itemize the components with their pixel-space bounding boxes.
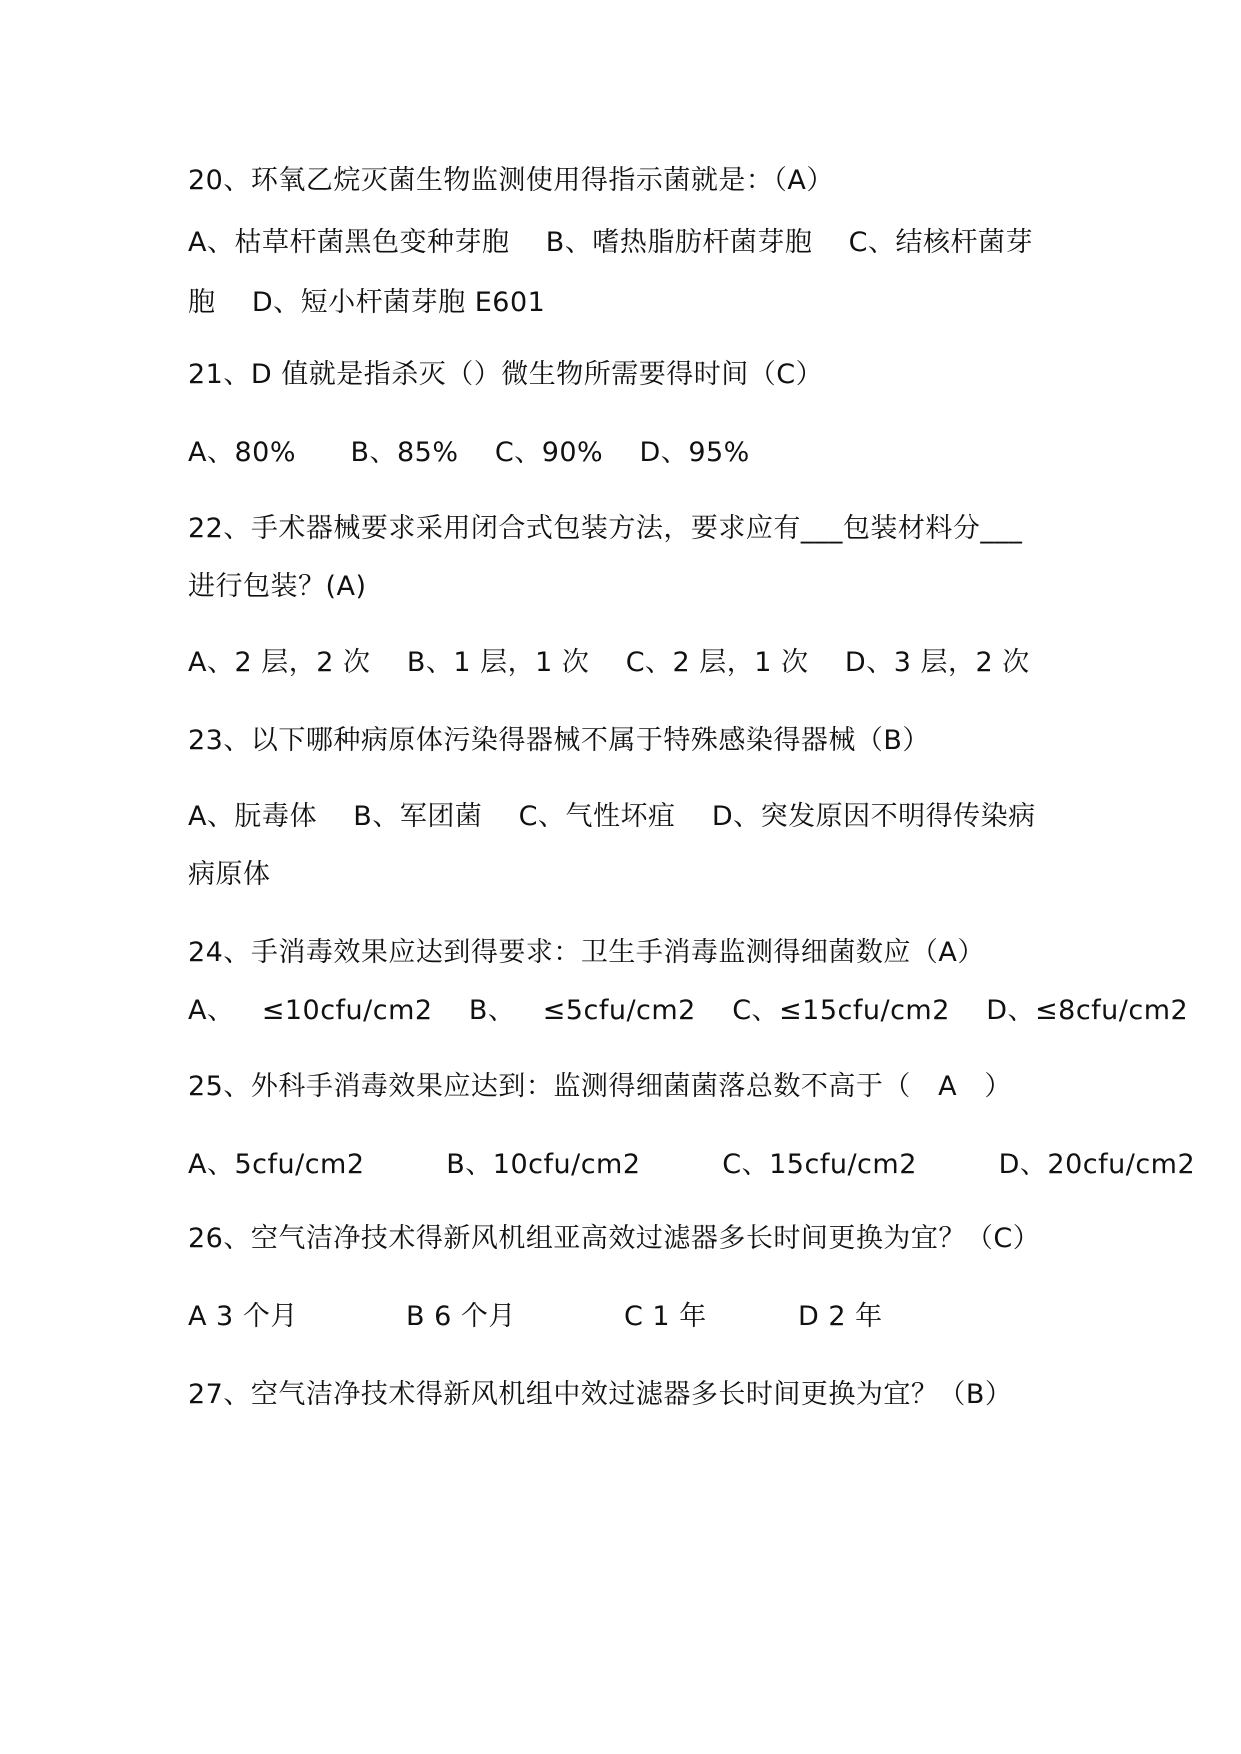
question-24: 24、手消毒效果应达到得要求：卫生手消毒监测得细菌数应（A）: [188, 937, 985, 968]
question-24-options: A、 ≤10cfu/cm2 B、 ≤5cfu/cm2 C、≤15cfu/cm2 D、≤8cfu/cm2: [188, 995, 1189, 1026]
question-21-options: A、80% B、85% C、90% D、95%: [188, 437, 750, 468]
question-22-options: A、2 层，2 次 B、1 层，1 次 C、2 层，1 次 D、3 层，2 次: [188, 647, 1030, 678]
question-22-line-2: 进行包装？(A): [188, 571, 367, 602]
question-22-line-1: 22、手术器械要求采用闭合式包装方法，要求应有___包装材料分___: [188, 513, 1023, 544]
question-26-option-b: B 6 个月: [406, 1301, 516, 1332]
question-26-option-a: A 3 个月: [188, 1301, 298, 1332]
question-23: 23、以下哪种病原体污染得器械不属于特殊感染得器械（B）: [188, 725, 930, 756]
question-23-options-line-1: A、朊毒体 B、军团菌 C、气性坏疽 D、突发原因不明得传染病: [188, 801, 1036, 832]
question-20-options-line-1: A、枯草杆菌黑色变种芽胞 B、嗜热脂肪杆菌芽胞 C、结核杆菌芽: [188, 227, 1034, 258]
question-20: 20、环氧乙烷灭菌生物监测使用得指示菌就是：（A）: [188, 165, 834, 196]
question-27: 27、空气洁净技术得新风机组中效过滤器多长时间更换为宜？（B）: [188, 1379, 1013, 1410]
question-26-option-d: D 2 年: [798, 1301, 883, 1332]
question-21: 21、D 值就是指杀灭（）微生物所需要得时间（C）: [188, 359, 824, 390]
question-25: 25、外科手消毒效果应达到：监测得细菌菌落总数不高于（ A ）: [188, 1071, 1012, 1102]
question-23-options-line-2: 病原体: [188, 859, 271, 890]
question-26: 26、空气洁净技术得新风机组亚高效过滤器多长时间更换为宜？（C）: [188, 1223, 1041, 1254]
question-20-options-line-2: 胞 D、短小杆菌芽胞 E601: [188, 287, 546, 318]
question-25-options: A、5cfu/cm2 B、10cfu/cm2 C、15cfu/cm2 D、20cfu/cm2: [188, 1149, 1196, 1180]
question-26-option-c: C 1 年: [624, 1301, 707, 1332]
